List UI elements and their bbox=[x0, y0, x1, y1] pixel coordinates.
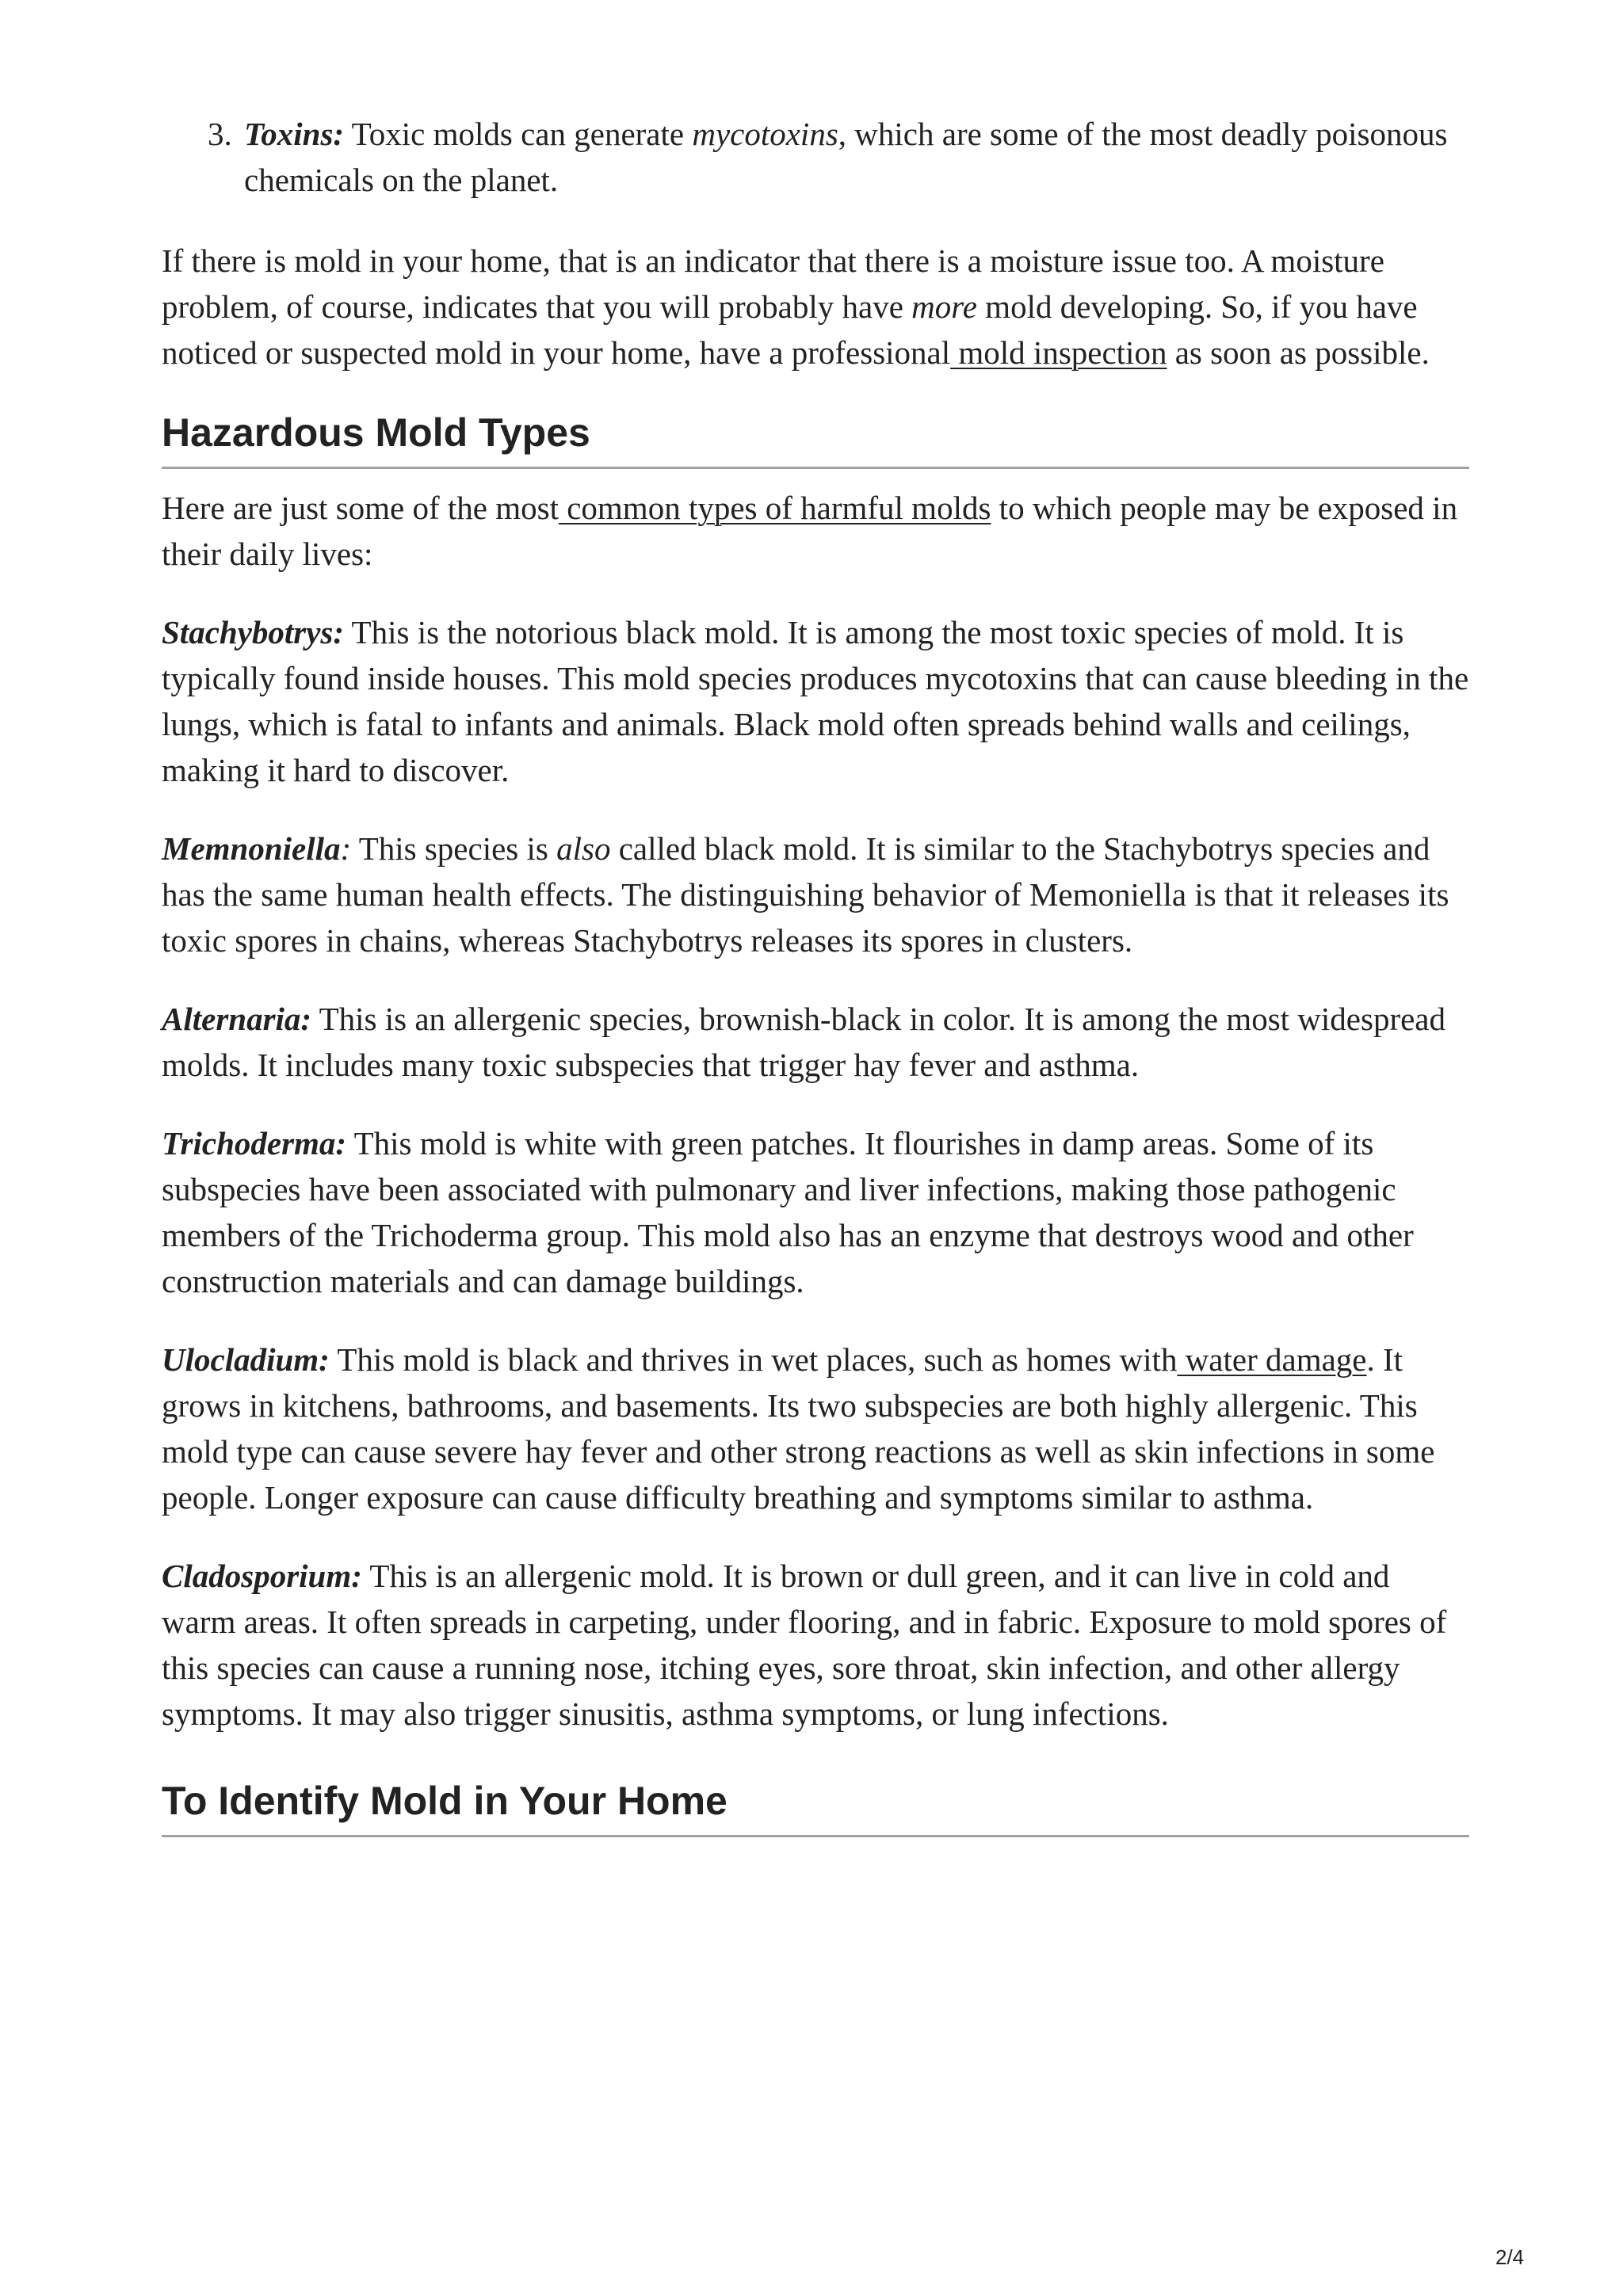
hazardous-intro-text-a: Here are just some of the most bbox=[162, 490, 559, 526]
paragraph-memnoniella bbox=[162, 826, 1469, 963]
water-damage-link[interactable]: water damage bbox=[1177, 1341, 1367, 1378]
paragraph-cladosporium bbox=[162, 1553, 1469, 1737]
list-item-text-a: Toxic molds can generate bbox=[344, 116, 693, 152]
hazardous-intro-paragraph bbox=[162, 485, 1469, 577]
memnoniella-emphasis: also bbox=[556, 830, 611, 867]
list-item-toxins bbox=[162, 111, 1469, 203]
page-number: 2/4 bbox=[1495, 2245, 1525, 2269]
intro-emphasis: more bbox=[911, 288, 977, 325]
memnoniella-text-a: This species is bbox=[351, 830, 557, 867]
alternaria-lead: Alternaria: bbox=[162, 1001, 312, 1037]
alternaria-text: This is an allergenic species, brownish-black in color. It is among the most widespread molds. It includes many toxic subspecies that trigger hay fever and asthma. bbox=[162, 1001, 1445, 1083]
stachybotrys-text: This is the notorious black mold. It is among the most toxic species of mold. It is typically found inside houses. This mold species produces mycotoxins that can cause bleeding in the lungs, which is fatal to infants and animals. Black mold often spreads behind walls and ceilings, making it hard to discover. bbox=[162, 614, 1469, 788]
trichoderma-lead: Trichoderma: bbox=[162, 1125, 347, 1161]
paragraph-ulocladium bbox=[162, 1337, 1469, 1520]
harmful-molds-link[interactable]: common types of harmful molds bbox=[558, 490, 991, 526]
memnoniella-text-b: called black mold. It is similar to the Stachybotrys species and has the same human health effects. The distinguishing behavior of Memoniella is that it releases its toxic spores in chains, whereas Stachybotrys releases its spores in clusters. bbox=[162, 830, 1449, 959]
paragraph-stachybotrys bbox=[162, 609, 1469, 793]
heading-identify-mold: To Identify Mold in Your Home bbox=[162, 1776, 1469, 1837]
paragraph-trichoderma bbox=[162, 1120, 1469, 1304]
intro-text-a: If there is mold in your home, that is an indicator that there is a moisture issue too. A moisture problem, of course, indicates that you will probably have bbox=[162, 242, 1384, 325]
cladosporium-lead: Cladosporium: bbox=[162, 1558, 362, 1594]
cladosporium-text: This is an allergenic mold. It is brown or dull green, and it can live in cold and warm areas. It often spreads in carpeting, under flooring, and in fabric. Exposure to mold spores of this species can cause a running nose, itching eyes, sore throat, skin infection, and other allergy symptoms. It may also trigger sinusitis, asthma symptoms, or lung infections. bbox=[162, 1558, 1447, 1732]
list-item-text-b: , which are some of the most deadly poisonous chemicals on the planet. bbox=[244, 116, 1448, 198]
ulocladium-text-a: This mold is black and thrives in wet places, such as homes with bbox=[329, 1341, 1178, 1378]
list-item-emphasis: mycotoxins bbox=[692, 116, 838, 152]
memnoniella-colon: : bbox=[340, 830, 352, 867]
intro-paragraph bbox=[162, 238, 1469, 376]
heading-hazardous-mold-types: Hazardous Mold Types bbox=[162, 408, 1469, 469]
memnoniella-lead: Memnoniella bbox=[162, 830, 341, 867]
list-item-lead: Toxins: bbox=[244, 116, 345, 152]
ulocladium-lead: Ulocladium: bbox=[162, 1341, 330, 1378]
list-item-number: 3. bbox=[208, 116, 232, 152]
article-body bbox=[162, 111, 1469, 1853]
trichoderma-text: This mold is white with green patches. It flourishes in damp areas. Some of its subspecies have been associated with pulmonary and liver infections, making those pathogenic members of the Trichoderma group. This mold also has an enzyme that destroys wood and other construction materials and can damage buildings. bbox=[162, 1125, 1414, 1299]
ulocladium-text-b: . It grows in kitchens, bathrooms, and basements. Its two subspecies are both highly allergenic. This mold type can cause severe hay fever and other strong reactions as well as skin infections in some people. Longer exposure can cause difficulty breathing and symptoms similar to asthma. bbox=[162, 1341, 1435, 1516]
intro-text-b: mold developing. So, if you have noticed or suspected mold in your home, have a professional bbox=[162, 288, 1418, 371]
intro-text-c: as soon as possible. bbox=[1167, 334, 1430, 371]
stachybotrys-lead: Stachybotrys: bbox=[162, 614, 345, 650]
mold-inspection-link[interactable]: mold inspection bbox=[950, 334, 1167, 371]
paragraph-alternaria bbox=[162, 996, 1469, 1088]
toxic-effects-list bbox=[162, 111, 1469, 203]
hazardous-intro-text-b: to which people may be exposed in their daily lives: bbox=[162, 490, 1458, 572]
